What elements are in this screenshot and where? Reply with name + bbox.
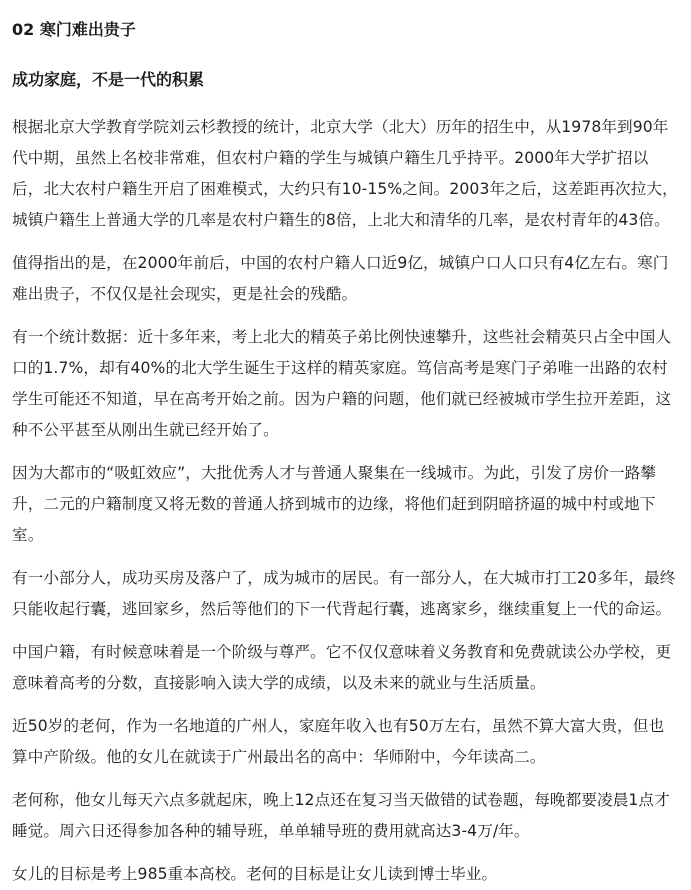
paragraph: 根据北京大学教育学院刘云杉教授的统计，北京大学（北大）历年的招生中，从1978年到90年代中期，虽然上名校非常难，但农村户籍的学生与城镇户籍生几乎持平。2000年大学扩招以后，北大农村户籍生开启了困难模式，大约只有10-15%之间。2003年之后，这差距再次拉大，城镇户籍生上普通大学的几率是农村户籍生的8倍，上北大和清华的几率，是农村青年的43倍。	[12, 118, 678, 229]
paragraph: 因为大都市的“吸虹效应”，大批优秀人才与普通人聚集在一线城市。为此，引发了房价一路攀升，二元的户籍制度又将无数的普通人挤到城市的边缘，将他们赶到阴暗挤逼的城中村或地下室。	[12, 464, 657, 544]
paragraph: 中国户籍，有时候意味着是一个阶级与尊严。它不仅仅意味着义务教育和免费就读公办学校，更意味着高考的分数，直接影响入读大学的成绩，以及未来的就业与生活质量。	[12, 643, 672, 692]
paragraph: 近50岁的老何，作为一名地道的广州人，家庭年收入也有50万左右，虽然不算大富大贵，但也算中产阶级。他的女儿在就读于广州最出名的高中：华师附中，今年读高二。	[12, 717, 665, 766]
sub-heading: 成功家庭，不是一代的积累	[12, 70, 205, 89]
paragraph: 有一个统计数据：近十多年来，考上北大的精英子弟比例快速攀升，这些社会精英只占全中国人口的1.7%，却有40%的北大学生诞生于这样的精英家庭。笃信高考是寒门子弟唯一出路的农村学生可能还不知道，早在高考开始之前。因为户籍的问题，他们就已经被城市学生拉开差距，这种不公平甚至从刚出生就已经开始了。	[12, 328, 672, 439]
paragraph: 值得指出的是，在2000年前后，中国的农村户籍人口近9亿，城镇户口人口只有4亿左右。寒门难出贵子，不仅仅是社会现实，更是社会的残酷。	[12, 254, 669, 303]
section-heading: 02 寒门难出贵子	[12, 20, 136, 39]
paragraph: 有一小部分人，成功买房及落户了，成为城市的居民。有一部分人，在大城市打工20多年，最终只能收起行囊，逃回家乡，然后等他们的下一代背起行囊，逃离家乡，继续重复上一代的命运。	[12, 569, 676, 618]
paragraph: 老何称，他女儿每天六点多就起床，晚上12点还在复习当天做错的试卷题，每晚都要凌晨1点才睡觉。周六日还得参加各种的辅导班，单单辅导班的费用就高达3-4万/年。	[12, 791, 670, 840]
paragraph: 女儿的目标是考上985重本高校。老何的目标是让女儿读到博士毕业。	[12, 865, 498, 883]
